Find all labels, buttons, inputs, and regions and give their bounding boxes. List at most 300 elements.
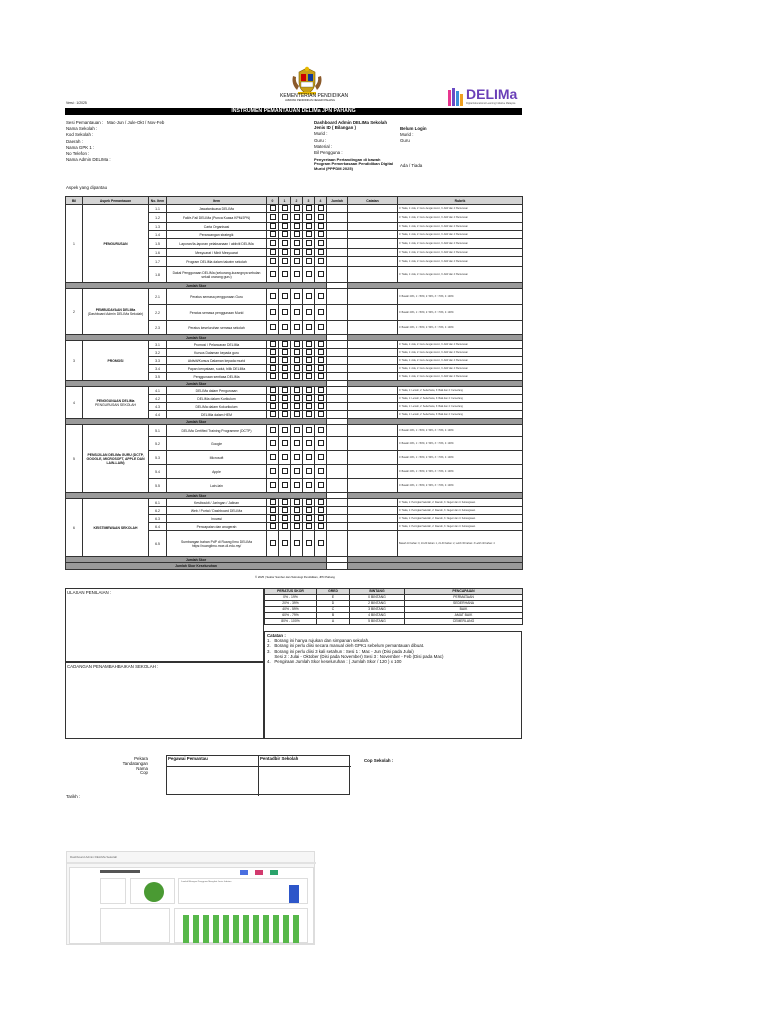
score-checkbox[interactable] — [282, 373, 288, 379]
score-checkbox[interactable] — [306, 249, 312, 255]
score-checkbox[interactable] — [270, 427, 276, 433]
score-checkbox[interactable] — [318, 403, 324, 409]
score-checkbox[interactable] — [318, 515, 324, 521]
score-checkbox[interactable] — [318, 341, 324, 347]
item-number: 4.1 — [149, 387, 167, 395]
score-checkbox[interactable] — [294, 403, 300, 409]
score-checkbox[interactable] — [306, 223, 312, 229]
score-cell — [267, 499, 279, 507]
score-cell — [279, 223, 291, 231]
section-number: 2 — [66, 289, 83, 335]
score-cell — [291, 365, 303, 373]
info-label: Kod Sekolah : — [66, 132, 94, 138]
score-checkbox[interactable] — [318, 223, 324, 229]
score-checkbox[interactable] — [270, 357, 276, 363]
score-checkbox[interactable] — [306, 507, 312, 513]
screenshot-badge — [240, 870, 248, 875]
section-number: 1 — [66, 205, 83, 283]
score-checkbox[interactable] — [270, 411, 276, 417]
score-checkbox[interactable] — [318, 468, 324, 474]
score-checkbox[interactable] — [318, 365, 324, 371]
item-description: DELIMa Certified Training Programme (DCTP) — [167, 425, 267, 437]
score-checkbox[interactable] — [270, 231, 276, 237]
score-checkbox[interactable] — [306, 293, 312, 299]
score-checkbox[interactable] — [270, 365, 276, 371]
score-cell — [303, 249, 315, 257]
total-cell[interactable] — [327, 231, 348, 239]
total-cell[interactable] — [327, 257, 348, 267]
total-cell[interactable] — [327, 411, 348, 419]
score-checkbox[interactable] — [318, 240, 324, 246]
score-checkbox[interactable] — [306, 440, 312, 446]
item-number: 6.3 — [149, 515, 167, 523]
score-checkbox[interactable] — [306, 373, 312, 379]
score-checkbox[interactable] — [282, 205, 288, 211]
score-checkbox[interactable] — [318, 258, 324, 264]
catatan-cell[interactable] — [348, 403, 398, 411]
score-checkbox[interactable] — [294, 214, 300, 220]
score-checkbox[interactable] — [294, 427, 300, 433]
score-checkbox[interactable] — [294, 411, 300, 417]
catatan-cell[interactable] — [348, 257, 398, 267]
score-checkbox[interactable] — [318, 324, 324, 330]
catatan-cell[interactable] — [348, 305, 398, 321]
score-checkbox[interactable] — [282, 403, 288, 409]
score-checkbox[interactable] — [318, 293, 324, 299]
score-checkbox[interactable] — [282, 231, 288, 237]
score-checkbox[interactable] — [282, 540, 288, 546]
score-cell — [303, 223, 315, 231]
score-checkbox[interactable] — [294, 309, 300, 315]
rubric-text: 0: Tiada, 1: Ada, 2: Guru dengan kunci, 3: Aktif dan 4: Berterusan — [398, 249, 523, 257]
total-score-value[interactable] — [327, 563, 348, 570]
screenshot-bar — [243, 915, 249, 943]
total-cell[interactable] — [327, 425, 348, 437]
rubric-text: 0: Tiada, 1: Peringkat Sekolah, 2: Daerah, 3: Negeri dan 4: Kebangsaan — [398, 507, 523, 515]
rubric-text: Bawah 10 bahan: 0, 10-20 bahan: 1, 21-30 bahan: 2, Lebih 30 bahan: 3 Lebih 40 bahan: 4 — [398, 531, 523, 557]
score-checkbox[interactable] — [294, 515, 300, 521]
school-info-left — [66, 120, 296, 163]
score-checkbox[interactable] — [270, 223, 276, 229]
catatan-cell[interactable] — [348, 373, 398, 381]
score-checkbox[interactable] — [282, 214, 288, 220]
score-checkbox[interactable] — [306, 387, 312, 393]
score-checkbox[interactable] — [294, 387, 300, 393]
score-checkbox[interactable] — [294, 365, 300, 371]
screenshot-body — [69, 867, 314, 944]
score-checkbox[interactable] — [318, 231, 324, 237]
score-cell — [315, 267, 327, 283]
score-checkbox[interactable] — [270, 341, 276, 347]
score-cell — [279, 357, 291, 365]
item-number: 3.3 — [149, 357, 167, 365]
rubric-text: 0: Tiada, 1: Ada, 2: Guru dengan kunci, 3: Aktif dan 4: Berterusan — [398, 213, 523, 223]
catatan-cell[interactable] — [348, 205, 398, 213]
score-checkbox[interactable] — [282, 365, 288, 371]
score-checkbox[interactable] — [294, 482, 300, 488]
score-checkbox[interactable] — [294, 540, 300, 546]
score-cell — [315, 479, 327, 493]
score-checkbox[interactable] — [318, 482, 324, 488]
score-checkbox[interactable] — [306, 482, 312, 488]
catatan-cell[interactable] — [348, 437, 398, 451]
score-checkbox[interactable] — [270, 324, 276, 330]
score-cell — [291, 205, 303, 213]
signature-officer[interactable] — [167, 756, 259, 796]
cadangan-box[interactable] — [65, 662, 264, 739]
form-version: Versi : 1/2025 — [66, 101, 87, 105]
total-cell[interactable] — [327, 479, 348, 493]
score-checkbox[interactable] — [294, 205, 300, 211]
score-checkbox[interactable] — [282, 341, 288, 347]
score-cell — [267, 411, 279, 419]
score-checkbox[interactable] — [306, 205, 312, 211]
catatan-cell[interactable] — [348, 239, 398, 249]
catatan-cell[interactable] — [348, 387, 398, 395]
total-cell[interactable] — [327, 403, 348, 411]
score-checkbox[interactable] — [318, 387, 324, 393]
score-checkbox[interactable] — [270, 249, 276, 255]
score-checkbox[interactable] — [294, 258, 300, 264]
catatan-cell[interactable] — [348, 515, 398, 523]
score-checkbox[interactable] — [306, 454, 312, 460]
score-checkbox[interactable] — [294, 523, 300, 529]
catatan-item: 3. Borang ini perlu diisi 3 kali setahun : Sesi 1 : Mac - Jun (Disi pada Julai) — [267, 648, 414, 654]
screenshot-bar — [263, 915, 269, 943]
item-number: 5.2 — [149, 437, 167, 451]
score-cell — [267, 523, 279, 531]
score-cell — [315, 507, 327, 515]
score-checkbox[interactable] — [270, 540, 276, 546]
score-cell — [267, 231, 279, 239]
score-checkbox[interactable] — [318, 309, 324, 315]
catatan-cell[interactable] — [348, 507, 398, 515]
score-checkbox[interactable] — [282, 357, 288, 363]
score-checkbox[interactable] — [318, 357, 324, 363]
score-checkbox[interactable] — [306, 365, 312, 371]
score-checkbox[interactable] — [318, 499, 324, 505]
monitoring-table — [65, 196, 523, 570]
score-checkbox[interactable] — [282, 223, 288, 229]
score-checkbox[interactable] — [294, 499, 300, 505]
score-cell — [303, 373, 315, 381]
screenshot-panel — [100, 878, 126, 904]
score-checkbox[interactable] — [318, 395, 324, 401]
score-cell — [267, 479, 279, 493]
score-checkbox[interactable] — [294, 349, 300, 355]
score-checkbox[interactable] — [306, 240, 312, 246]
total-cell[interactable] — [327, 515, 348, 523]
catatan-cell[interactable] — [348, 231, 398, 239]
catatan-cell[interactable] — [348, 365, 398, 373]
score-cell — [315, 531, 327, 557]
score-checkbox[interactable] — [270, 468, 276, 474]
score-checkbox[interactable] — [270, 240, 276, 246]
catatan-cell[interactable] — [348, 479, 398, 493]
catatan-cell[interactable] — [348, 357, 398, 365]
score-checkbox[interactable] — [282, 249, 288, 255]
total-cell[interactable] — [327, 499, 348, 507]
score-checkbox[interactable] — [270, 454, 276, 460]
score-checkbox[interactable] — [318, 440, 324, 446]
score-checkbox[interactable] — [294, 249, 300, 255]
score-checkbox[interactable] — [306, 349, 312, 355]
score-checkbox[interactable] — [282, 293, 288, 299]
score-checkbox[interactable] — [294, 373, 300, 379]
score-checkbox[interactable] — [306, 324, 312, 330]
score-cell — [291, 411, 303, 419]
score-checkbox[interactable] — [270, 205, 276, 211]
score-cell — [279, 321, 291, 335]
score-checkbox[interactable] — [282, 309, 288, 315]
score-checkbox[interactable] — [318, 427, 324, 433]
score-checkbox[interactable] — [306, 395, 312, 401]
score-checkbox[interactable] — [282, 427, 288, 433]
total-score-row — [66, 563, 523, 570]
score-checkbox[interactable] — [318, 507, 324, 513]
score-checkbox[interactable] — [318, 271, 324, 277]
score-cell — [315, 451, 327, 465]
score-checkbox[interactable] — [318, 373, 324, 379]
score-cell — [279, 239, 291, 249]
total-score-label: Jumlah Skor Keseluruhan — [66, 563, 327, 570]
score-checkbox[interactable] — [318, 454, 324, 460]
score-checkbox[interactable] — [294, 231, 300, 237]
score-checkbox[interactable] — [294, 324, 300, 330]
total-cell[interactable] — [327, 437, 348, 451]
score-checkbox[interactable] — [306, 403, 312, 409]
total-cell[interactable] — [327, 267, 348, 283]
score-checkbox[interactable] — [282, 349, 288, 355]
score-checkbox[interactable] — [270, 349, 276, 355]
score-checkbox[interactable] — [294, 468, 300, 474]
score-checkbox[interactable] — [270, 523, 276, 529]
rubric-text: 0: Bawah 20%, 1: <50%, 2: 50%, 3: >70%, 4: 100% — [398, 451, 523, 465]
score-checkbox[interactable] — [270, 499, 276, 505]
grade-row — [265, 619, 523, 625]
score-checkbox[interactable] — [306, 515, 312, 521]
catatan-cell[interactable] — [348, 499, 398, 507]
score-checkbox[interactable] — [270, 373, 276, 379]
info-label: Nama Admin DELIMa : — [66, 157, 111, 163]
score-checkbox[interactable] — [282, 271, 288, 277]
catatan-cell[interactable] — [348, 395, 398, 403]
grade-cell: CEMERLANG — [405, 619, 523, 625]
section-aspect-title: PENSIJILAN DELIMa GURU (DCTP, GOOGLE, MICROSOFT, APPLE DAN LAIN-LAIN) — [86, 452, 145, 465]
catatan-cell[interactable] — [348, 341, 398, 349]
score-checkbox[interactable] — [318, 249, 324, 255]
score-cell — [279, 479, 291, 493]
score-checkbox[interactable] — [294, 454, 300, 460]
score-cell — [291, 531, 303, 557]
score-checkbox[interactable] — [306, 427, 312, 433]
score-cell — [303, 507, 315, 515]
catatan-cell[interactable] — [348, 411, 398, 419]
total-cell[interactable] — [327, 531, 348, 557]
grade-cell: SEDERHANA — [405, 601, 523, 607]
catatan-cell[interactable] — [348, 321, 398, 335]
catatan-cell[interactable] — [348, 213, 398, 223]
score-cell — [267, 257, 279, 267]
score-checkbox[interactable] — [282, 468, 288, 474]
total-cell[interactable] — [327, 223, 348, 231]
score-checkbox[interactable] — [318, 540, 324, 546]
catatan-cell[interactable] — [348, 465, 398, 479]
score-checkbox[interactable] — [282, 482, 288, 488]
signature-field-label: Cop — [139, 770, 148, 776]
score-cell — [279, 437, 291, 451]
catatan-cell[interactable] — [348, 531, 398, 557]
score-checkbox[interactable] — [306, 357, 312, 363]
grade-header-cell: PERATUS SKOR — [265, 589, 317, 595]
score-checkbox[interactable] — [318, 523, 324, 529]
total-cell[interactable] — [327, 249, 348, 257]
catatan-cell[interactable] — [348, 349, 398, 357]
total-cell[interactable] — [327, 365, 348, 373]
score-checkbox[interactable] — [282, 411, 288, 417]
score-checkbox[interactable] — [306, 499, 312, 505]
score-cell — [291, 321, 303, 335]
school-info-right — [314, 120, 524, 171]
total-cell[interactable] — [327, 239, 348, 249]
screenshot-bar — [233, 915, 239, 943]
score-checkbox[interactable] — [270, 515, 276, 521]
score-checkbox[interactable] — [282, 440, 288, 446]
total-cell[interactable] — [327, 523, 348, 531]
score-cell — [315, 395, 327, 403]
score-checkbox[interactable] — [294, 240, 300, 246]
item-number: 1.6 — [149, 249, 167, 257]
rubric-text: 0: Bawah 20%, 1: <50%, 2: 50%, 3: >70%, 4: 100% — [398, 465, 523, 479]
dashboard-screenshot — [66, 851, 315, 945]
score-cell — [291, 357, 303, 365]
jumlah-skor-label: Jumlah Skor — [66, 335, 327, 341]
total-cell[interactable] — [327, 357, 348, 365]
score-cell — [315, 523, 327, 531]
score-checkbox[interactable] — [270, 440, 276, 446]
score-checkbox[interactable] — [282, 258, 288, 264]
item-number: 4.2 — [149, 395, 167, 403]
total-cell[interactable] — [327, 387, 348, 395]
score-checkbox[interactable] — [306, 258, 312, 264]
score-checkbox[interactable] — [306, 341, 312, 347]
item-description: Kesiboukit / Jaringan / Jalinan — [167, 499, 267, 507]
score-cell — [279, 523, 291, 531]
catatan-cell[interactable] — [348, 523, 398, 531]
catatan-cell[interactable] — [348, 267, 398, 283]
score-checkbox[interactable] — [306, 309, 312, 315]
score-cell — [303, 451, 315, 465]
score-checkbox[interactable] — [294, 507, 300, 513]
score-checkbox[interactable] — [270, 395, 276, 401]
total-cell[interactable] — [327, 395, 348, 403]
score-checkbox[interactable] — [282, 240, 288, 246]
belum-login-list — [400, 126, 427, 145]
score-checkbox[interactable] — [294, 357, 300, 363]
total-cell[interactable] — [327, 373, 348, 381]
delima-brand-sub: Digital Educational Learning Initiative Malaysia — [466, 102, 516, 105]
total-cell[interactable] — [327, 305, 348, 321]
score-checkbox[interactable] — [294, 395, 300, 401]
score-checkbox[interactable] — [306, 271, 312, 277]
total-cell[interactable] — [327, 341, 348, 349]
score-checkbox[interactable] — [318, 214, 324, 220]
item-description: Perancangan strategik — [167, 231, 267, 239]
total-cell[interactable] — [327, 465, 348, 479]
score-checkbox[interactable] — [282, 395, 288, 401]
score-checkbox[interactable] — [318, 411, 324, 417]
score-checkbox[interactable] — [270, 403, 276, 409]
score-checkbox[interactable] — [306, 540, 312, 546]
score-checkbox[interactable] — [270, 482, 276, 488]
score-checkbox[interactable] — [294, 223, 300, 229]
catatan-cell[interactable] — [348, 425, 398, 437]
score-checkbox[interactable] — [270, 271, 276, 277]
ulasan-box[interactable] — [65, 588, 264, 662]
score-checkbox[interactable] — [318, 205, 324, 211]
score-checkbox[interactable] — [282, 324, 288, 330]
total-cell[interactable] — [327, 451, 348, 465]
score-checkbox[interactable] — [270, 309, 276, 315]
score-checkbox[interactable] — [270, 387, 276, 393]
section-aspect — [83, 289, 149, 335]
total-cell[interactable] — [327, 321, 348, 335]
score-cell — [303, 465, 315, 479]
score-checkbox[interactable] — [282, 454, 288, 460]
item-number: 5.3 — [149, 451, 167, 465]
score-checkbox[interactable] — [294, 293, 300, 299]
catatan-cell[interactable] — [348, 249, 398, 257]
score-checkbox[interactable] — [282, 515, 288, 521]
catatan-cell[interactable] — [348, 451, 398, 465]
score-checkbox[interactable] — [282, 523, 288, 529]
score-checkbox[interactable] — [306, 214, 312, 220]
score-checkbox[interactable] — [282, 387, 288, 393]
total-cell[interactable] — [327, 507, 348, 515]
score-checkbox[interactable] — [270, 507, 276, 513]
score-cell — [279, 387, 291, 395]
score-checkbox[interactable] — [306, 468, 312, 474]
section-aspect — [83, 341, 149, 381]
score-checkbox[interactable] — [270, 258, 276, 264]
score-checkbox[interactable] — [294, 341, 300, 347]
score-checkbox[interactable] — [306, 411, 312, 417]
score-checkbox[interactable] — [270, 214, 276, 220]
screenshot-bar — [289, 885, 299, 903]
score-checkbox[interactable] — [294, 440, 300, 446]
score-cell — [315, 305, 327, 321]
score-checkbox[interactable] — [318, 349, 324, 355]
total-cell[interactable] — [327, 289, 348, 305]
score-checkbox[interactable] — [282, 507, 288, 513]
catatan-cell[interactable] — [348, 289, 398, 305]
total-cell[interactable] — [327, 349, 348, 357]
score-checkbox[interactable] — [294, 271, 300, 277]
score-checkbox[interactable] — [270, 293, 276, 299]
item-number: 1.1 — [149, 205, 167, 213]
dashboard-id-field: Guru : — [314, 137, 327, 143]
total-cell[interactable] — [327, 213, 348, 223]
catatan-cell[interactable] — [348, 223, 398, 231]
score-checkbox[interactable] — [282, 499, 288, 505]
section-aspect-title: PENGGUNAAN DELIMa — [96, 398, 135, 403]
score-checkbox[interactable] — [306, 231, 312, 237]
signature-admin[interactable] — [259, 756, 351, 796]
score-checkbox[interactable] — [306, 523, 312, 529]
score-cell — [303, 267, 315, 283]
grade-header-cell: BINTANG — [350, 589, 405, 595]
total-cell[interactable] — [327, 205, 348, 213]
